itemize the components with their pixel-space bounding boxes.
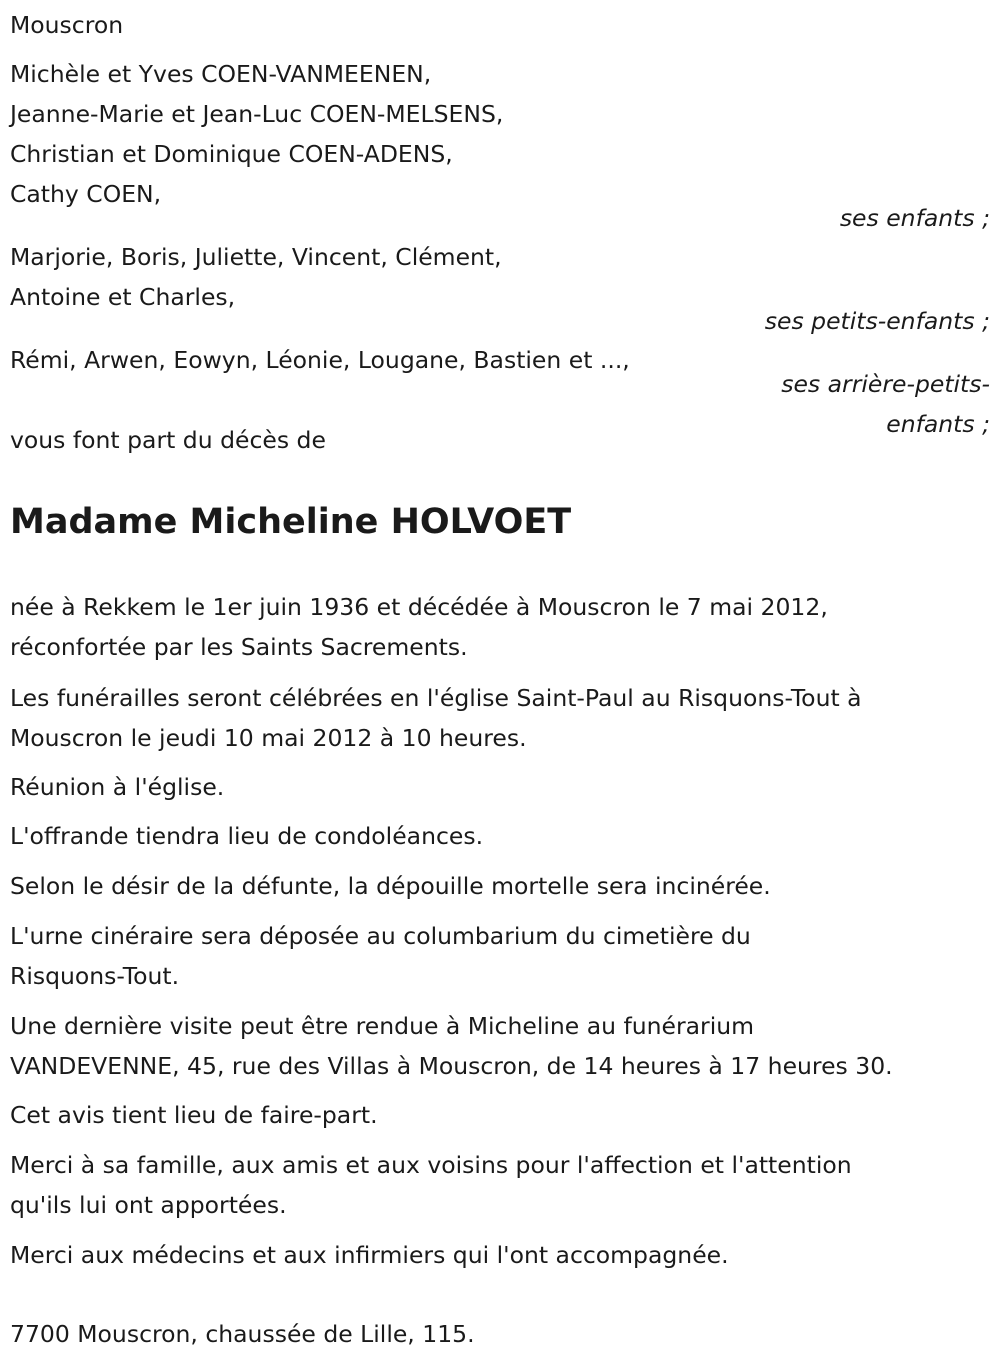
- body-line: Les funérailles seront célébrées en l'église Saint-Paul au Risquons-Tout à: [10, 684, 862, 712]
- city: Mouscron: [10, 11, 124, 39]
- body-line: Merci à sa famille, aux amis et aux voisins pour l'affection et l'attention: [10, 1151, 852, 1179]
- child-line: Cathy COEN,: [10, 180, 162, 208]
- grandchild-line: Marjorie, Boris, Juliette, Vincent, Clément,: [10, 243, 502, 271]
- body-line: Selon le désir de la défunte, la dépouille mortelle sera incinérée.: [10, 872, 771, 900]
- great-grandchild-line: Rémi, Arwen, Eowyn, Léonie, Lougane, Bastien et ...,: [10, 346, 630, 374]
- body-line: Une dernière visite peut être rendue à Micheline au funérarium: [10, 1012, 755, 1040]
- great-grandchildren-label: enfants ;: [886, 410, 990, 438]
- grandchild-line: Antoine et Charles,: [10, 283, 236, 311]
- body-line: réconfortée par les Saints Sacrements.: [10, 633, 468, 661]
- body-line: Réunion à l'église.: [10, 773, 225, 801]
- address: 7700 Mouscron, chaussée de Lille, 115.: [10, 1320, 475, 1348]
- announcement: vous font part du décès de: [10, 426, 326, 454]
- body-line: Mouscron le jeudi 10 mai 2012 à 10 heures.: [10, 724, 527, 752]
- body-line: née à Rekkem le 1er juin 1936 et décédée à Mouscron le 7 mai 2012,: [10, 593, 828, 621]
- child-line: Christian et Dominique COEN-ADENS,: [10, 140, 453, 168]
- body-line: Cet avis tient lieu de faire-part.: [10, 1101, 378, 1129]
- body-line: L'offrande tiendra lieu de condoléances.: [10, 822, 484, 850]
- child-line: Jeanne-Marie et Jean-Luc COEN-MELSENS,: [10, 100, 504, 128]
- body-line: Risquons-Tout.: [10, 962, 180, 990]
- body-line: qu'ils lui ont apportées.: [10, 1191, 287, 1219]
- child-line: Michèle et Yves COEN-VANMEENEN,: [10, 60, 432, 88]
- grandchildren-label: ses petits-enfants ;: [764, 307, 990, 335]
- body-line: L'urne cinéraire sera déposée au columbarium du cimetière du: [10, 922, 751, 950]
- great-grandchildren-label: ses arrière-petits-: [781, 370, 990, 398]
- children-label: ses enfants ;: [839, 204, 990, 232]
- body-line: Merci aux médecins et aux infirmiers qui l'ont accompagnée.: [10, 1241, 729, 1269]
- deceased-name: Madame Micheline HOLVOET: [10, 502, 572, 542]
- body-line: VANDEVENNE, 45, rue des Villas à Mouscron, de 14 heures à 17 heures 30.: [10, 1052, 893, 1080]
